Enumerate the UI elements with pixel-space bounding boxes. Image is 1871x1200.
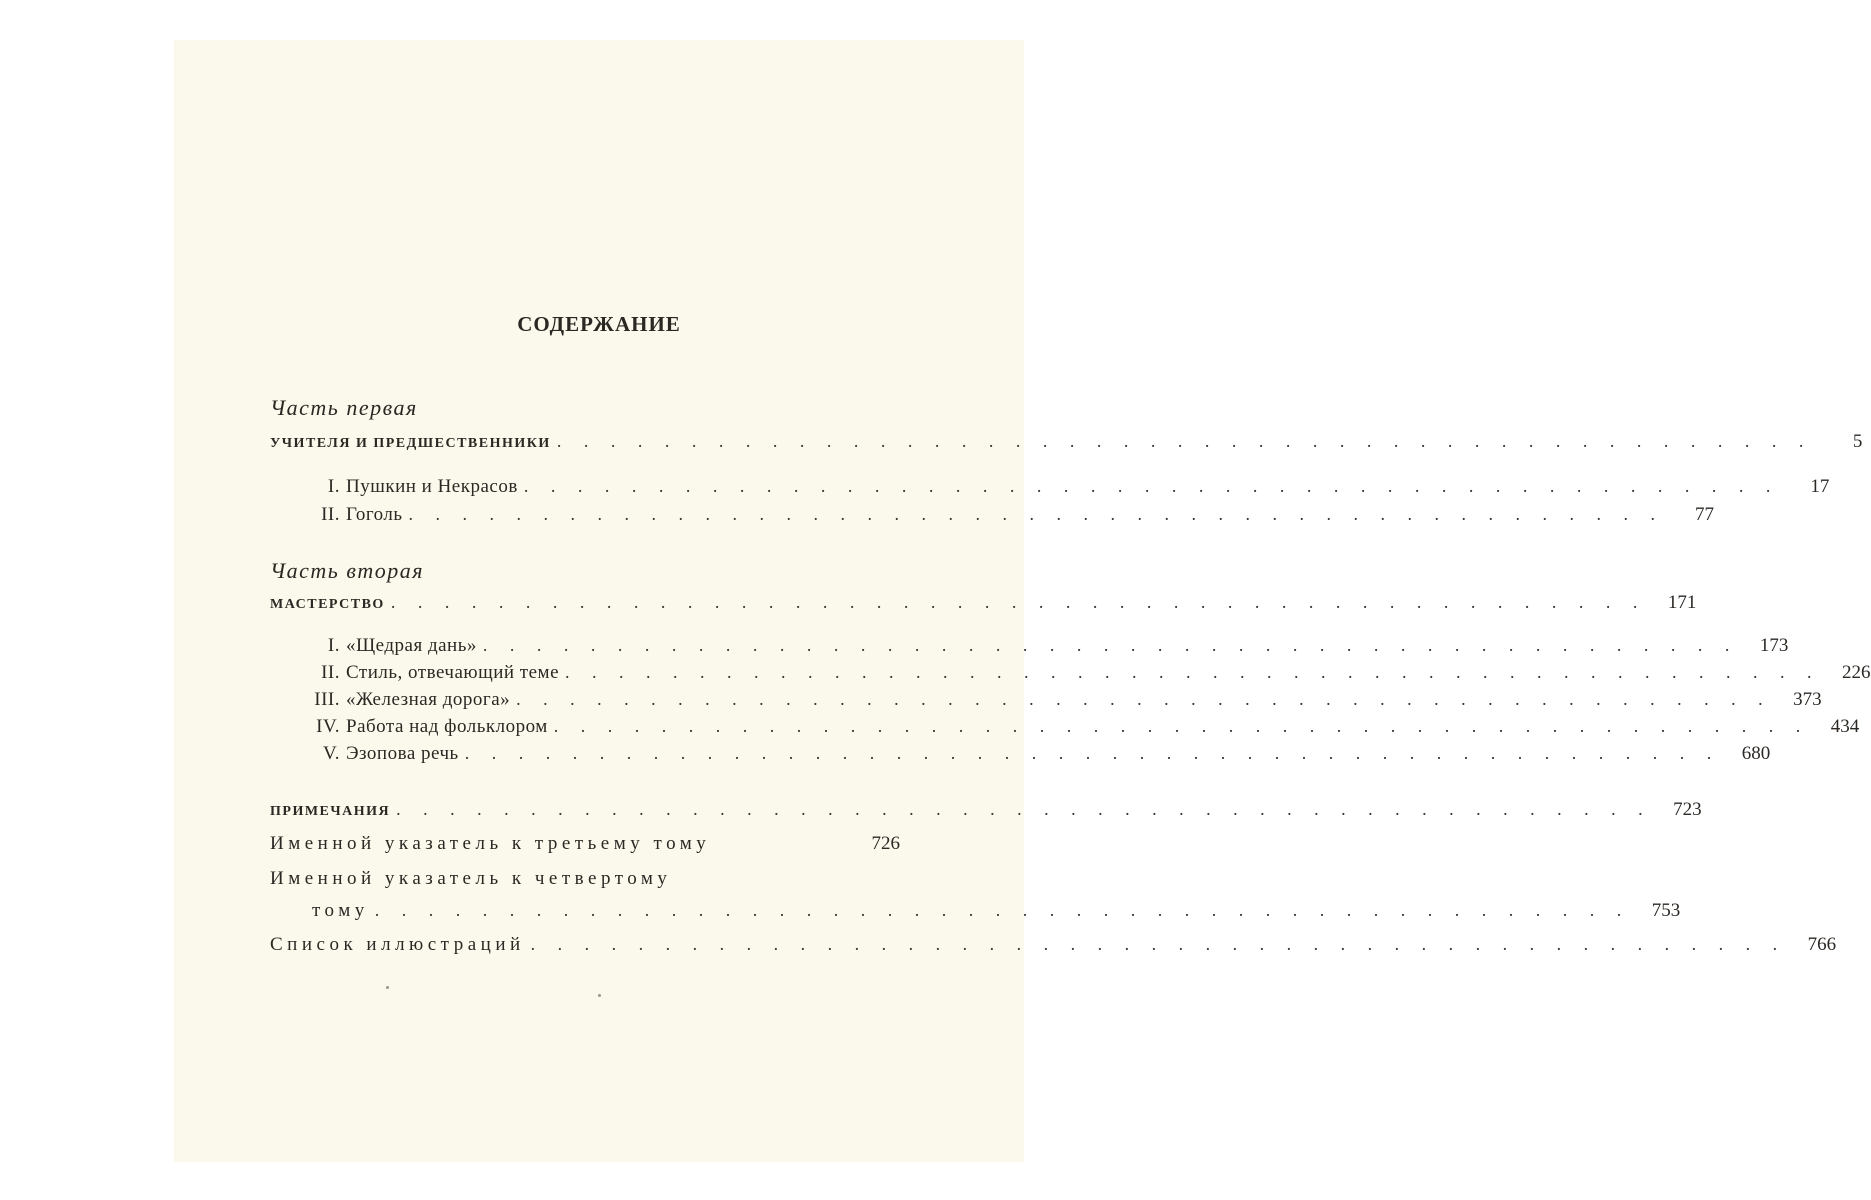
toc-entry-chapter[interactable]	[270, 658, 1871, 686]
toc-entry-chapter[interactable]	[270, 500, 1715, 528]
toc-entry-chapter[interactable]	[270, 631, 1789, 659]
toc-page-number: 226	[1842, 662, 1871, 683]
toc-entry-chapter[interactable]	[270, 739, 1771, 767]
dot-leader: . . . . . . . . . . . . . . . . . . . . . . . . . . . . . . . . . . . . . . . . . . . . . . .	[556, 431, 1813, 451]
toc-entry-chapter[interactable]	[270, 712, 1860, 740]
toc-page-number: 5	[1852, 431, 1863, 452]
chapter-number: II.	[321, 662, 340, 683]
toc-page-number: 723	[1673, 799, 1702, 820]
toc-entry-chapter[interactable]	[270, 685, 1822, 713]
toc-entry-label: МАСТЕРСТВО	[270, 597, 385, 612]
chapter-number: IV.	[316, 716, 340, 737]
paper-speck	[598, 994, 601, 997]
toc-page-number: 173	[1759, 635, 1789, 656]
toc-page-number: 766	[1807, 934, 1837, 955]
chapter-number: I.	[327, 635, 340, 656]
toc-entry-label: «Железная дорога»	[346, 689, 511, 710]
toc-entry-section-mastery[interactable]	[270, 588, 1697, 616]
toc-page-number: 77	[1695, 504, 1715, 525]
toc-entry-chapter[interactable]	[270, 472, 1830, 500]
chapter-number: V.	[322, 743, 340, 764]
toc-entry-illustrations[interactable]	[270, 930, 1837, 958]
toc-entry-label: УЧИТЕЛЯ И ПРЕДШЕСТВЕННИКИ	[270, 436, 551, 451]
dot-leader: . . . . . . . . . . . . . . . . . . . . . . . . . . . . . . . . . . . . . . . . . . . . . . .	[374, 900, 1631, 920]
dot-leader: . . . . . . . . . . . . . . . . . . . . . . . . . . . . . . . . . . . . . . . . . . . . . . .	[530, 934, 1787, 954]
toc-page-number: 171	[1667, 592, 1697, 613]
toc-entry-index-third-volume[interactable]	[270, 830, 900, 858]
toc-entry-index-fourth-volume-continuation[interactable]	[312, 896, 1681, 924]
part-title-first: Часть первая	[270, 395, 418, 420]
dot-leader: . . . . . . . . . . . . . . . . . . . . . . . . . . . . . . . . . . . . . . . . . . . . . . .	[396, 799, 1652, 819]
dot-leader: . . . . . . . . . . . . . . . . . . . . . . . . . . . . . . . . . . . . . . . . . . . . . . .	[523, 476, 1780, 496]
dot-leader: . . . . . . . . . . . . . . . . . . . . . . . . . . . . . . . . . . . . . . . . . . . . . . .	[565, 662, 1821, 682]
toc-page-number: 434	[1830, 716, 1860, 737]
toc-entry-notes[interactable]	[270, 795, 1702, 823]
chapter-number: I.	[327, 476, 340, 497]
toc-entry-label: Именной указатель к четвертому	[270, 868, 672, 889]
toc-entry-label: Гоголь	[346, 504, 403, 525]
dot-leader: . . . . . . . . . . . . . . . . . . . . . . . . . . . . . . . . . . . . . . . . . . . . . . .	[408, 504, 1665, 524]
dot-leader: . . . . . . . . . . . . . . . . . . . . . . . . . . . . . . . . . . . . . . . . . . . . . . .	[516, 689, 1772, 709]
toc-entry-label: ПРИМЕЧАНИЯ	[270, 804, 391, 819]
dot-leader: . . . . . . . . . . . . . . . . . . . . . . . . . . . . . . . . . . . . . . . . . . . . . . .	[390, 592, 1647, 612]
toc-page-number: 680	[1741, 743, 1771, 764]
toc-entry-index-fourth-volume[interactable]	[270, 865, 900, 893]
toc-page-number: 726	[871, 833, 900, 854]
toc-entry-label: Пушкин и Некрасов	[346, 476, 518, 497]
chapter-number: III.	[314, 689, 340, 710]
paper-speck	[386, 986, 389, 989]
page-title: СОДЕРЖАНИЕ	[517, 312, 681, 336]
toc-page-number: 373	[1793, 689, 1822, 710]
book-page	[174, 40, 1871, 1162]
toc-entry-label: Работа над фольклором	[346, 716, 548, 737]
dot-leader: . . . . . . . . . . . . . . . . . . . . . . . . . . . . . . . . . . . . . . . . . . . . . . .	[464, 743, 1721, 763]
toc-entry-label: «Щедрая дань»	[346, 635, 477, 656]
part-title-second: Часть вторая	[270, 558, 424, 583]
toc-entry-label: Список иллюстраций	[270, 934, 525, 955]
toc-page-number: 753	[1651, 900, 1681, 921]
dot-leader: . . . . . . . . . . . . . . . . . . . . . . . . . . . . . . . . . . . . . . . . . . . . . . .	[482, 635, 1739, 655]
dot-leader: . . . . . . . . . . . . . . . . . . . . . . . . . . . . . . . . . . . . . . . . . . . . . . .	[553, 716, 1810, 736]
toc-entry-label: Стиль, отвечающий теме	[346, 662, 560, 683]
toc-entry-label: Именной указатель к третьему тому	[270, 833, 711, 854]
toc-entry-label-continuation: тому	[312, 900, 369, 921]
toc-entry-label: Эзопова речь	[346, 743, 459, 764]
chapter-number: II.	[321, 504, 340, 525]
toc-entry-section-teachers[interactable]	[270, 427, 1863, 455]
toc-page-number: 17	[1810, 476, 1830, 497]
